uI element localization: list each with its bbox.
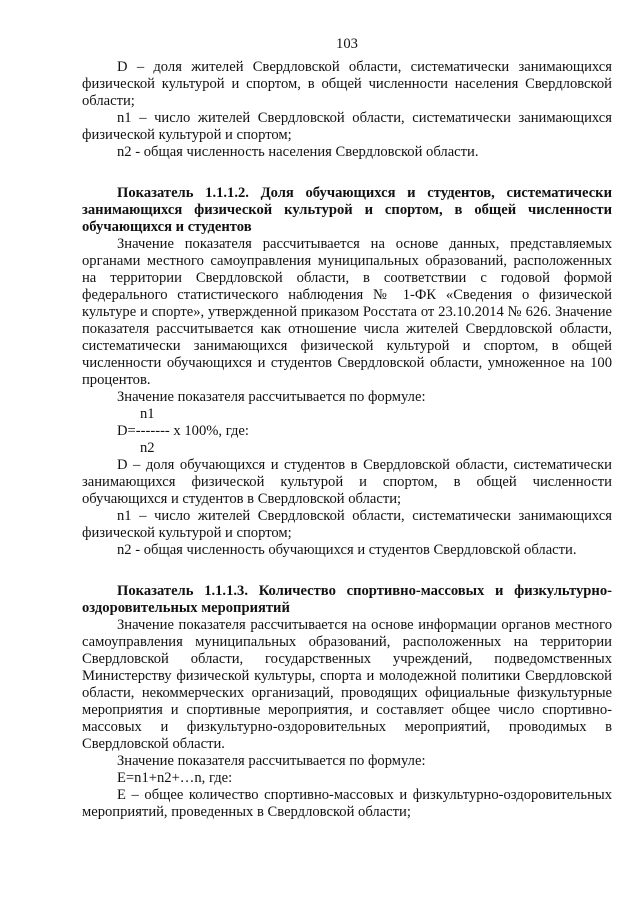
definition-n1: n1 – число жителей Свердловской области, систематически занимающихся физической культурой и спортом; [82,508,612,541]
formula-block [82,770,612,787]
definition-n1: n1 – число жителей Свердловской области, систематически занимающихся физической культурой и спортом; [82,110,612,143]
document-page [82,36,612,821]
paragraph-calculation-basis: Значение показателя рассчитывается на основе информации органов местного самоуправления муниципальных образований, расположенных на территории Свердловской области, государственных учреждений, подведомственных Министерству физической культуры, спорта и молодежной политики Свердловской области, некоммерческих организаций, проводящих официальные физкультурные мероприятия и спортивные мероприятия, и составляет общее число спортивно-массовых и физкультурно-оздоровительных мероприятий, проводимых в Свердловской области. [82,617,612,752]
formula-block [82,406,612,457]
formula-numerator: n1 [140,406,155,422]
section-heading-1-1-1-3: Показатель 1.1.1.3. Количество спортивно-массовых и физкультурно-оздоровительных мероприятий [82,583,612,616]
formula-intro: Значение показателя рассчитывается по формуле: [117,389,426,405]
formula-line: D=------- x 100%, где: [117,423,249,439]
formula-line: E=n1+n2+…n, где: [117,770,233,786]
definition-e: E – общее количество спортивно-массовых и физкультурно-оздоровительных мероприятий, проведенных в Свердловской области; [82,787,612,820]
paragraph-calculation-basis: Значение показателя рассчитывается на основе данных, представляемых органами местного самоуправления муниципальных образований, расположенных на территории Свердловской области, в соответствии с годовой формой федерального статистического наблюдения № 1-ФК «Сведения о физической культуре и спорте», утвержденной приказом Росстата от 23.10.2014 № 626. Значение показателя рассчитывается как отношение числа жителей Свердловской области, систематически занимающихся физической культурой и спортом, в общей численности обучающихся и студентов Свердловской области, умноженное на 100 процентов. [82,236,612,388]
page-number: 103 [336,36,358,52]
definition-d: D – доля обучающихся и студентов в Свердловской области, систематически занимающихся физической культурой и спортом, в общей численности обучающихся и студентов в Свердловской области; [82,457,612,507]
section-heading-1-1-1-2: Показатель 1.1.1.2. Доля обучающихся и студентов, систематически занимающихся физической культурой и спортом, в общей численности обучающихся и студентов [82,185,612,235]
definition-n2: n2 - общая численность населения Свердловской области. [117,144,479,160]
definition-n2: n2 - общая численность обучающихся и студентов Свердловской области. [117,542,577,558]
definition-d: D – доля жителей Свердловской области, систематически занимающихся физической культурой и спортом, в общей численности населения Свердловской области; [82,59,612,109]
formula-denominator: n2 [140,440,155,456]
formula-intro: Значение показателя рассчитывается по формуле: [117,753,426,769]
